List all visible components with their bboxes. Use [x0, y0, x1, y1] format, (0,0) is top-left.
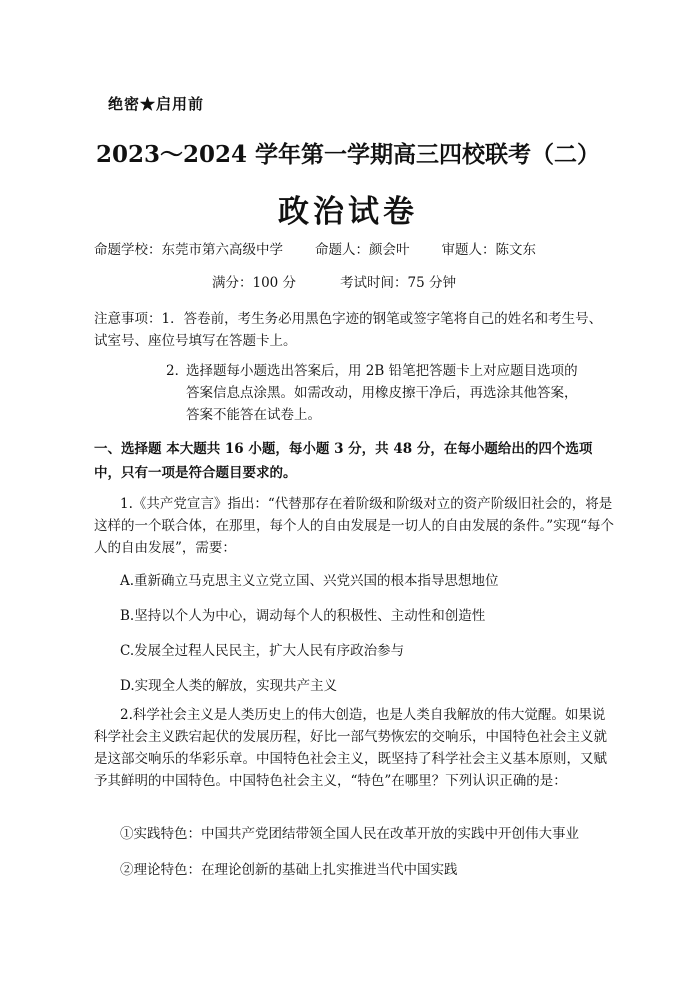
- exam-meta: [94, 238, 568, 258]
- exam-time: 考试时间：75 分钟: [340, 275, 457, 291]
- meta-reviewer: 审题人：陈文东: [441, 242, 536, 258]
- notice-item-2-number: 2．: [166, 363, 189, 379]
- meta-author: 命题人：颜会叶: [315, 242, 410, 258]
- score-line: [212, 271, 500, 291]
- section-heading: 一、选择题 本大题共 16 小题，每小题 3 分，共 48 分，在每小题给出的四个选项中，只有一项是符合题目要求的。: [94, 441, 593, 481]
- meta-school: 命题学校：东莞市第六高级中学: [94, 242, 283, 258]
- notice-item-2-text: 选择题每小题选出答案后，用 2B 铅笔把答题卡上对应题目选项的答案信息点涂黑。如需改动，用橡皮擦干净后，再选涂其他答案，答案不能答在试卷上。: [186, 363, 578, 423]
- question-1-stem: 1.《共产党宣言》指出：“代替那存在着阶级和阶级对立的资产阶级旧社会的，将是这样的一个联合体，在那里，每个人的自由发展是一切人的自由发展的条件。”实现“每个人的自由发展”，需要：: [94, 496, 615, 556]
- full-score: 满分：100 分: [212, 275, 297, 291]
- question-1-option-a: A.重新确立马克思主义立党立国、兴党兴国的根本指导思想地位: [120, 573, 499, 589]
- notice-item-1: 注意事项：1．答卷前，考生务必用黑色字迹的钢笔或签字笔将自己的姓名和考生号、试室号、座位号填写在答题卡上。: [94, 311, 603, 349]
- question-2-statement-2: ②理论特色：在理论创新的基础上扎实推进当代中国实践: [120, 862, 458, 878]
- subject-title: 政治试卷: [278, 194, 418, 230]
- notice-item-2: [166, 360, 586, 426]
- secret-mark: 绝密★启用前: [108, 95, 205, 113]
- question-2-stem: 2.科学社会主义是人类历史上的伟大创造，也是人类自我解放的伟大觉醒。如果说科学社会主义跌宕起伏的发展历程，好比一部气势恢宏的交响乐，中国特色社会主义就是这部交响乐的华彩乐章。中国特色社会主义，既坚持了科学社会主义基本原则，又赋予其鲜明的中国特色。中国特色社会主义，“特色”在哪里？下列认识正确的是：: [94, 707, 607, 789]
- question-1-option-d: D.实现全人类的解放，实现共产主义: [120, 678, 338, 694]
- question-1-option-b: B.坚持以个人为中心，调动每个人的积极性、主动性和创造性: [120, 608, 486, 624]
- question-1-option-c: C.发展全过程人民民主，扩大人民有序政治参与: [120, 643, 405, 659]
- exam-title: 2023～2024 学年第一学期高三四校联考（二）: [95, 141, 601, 168]
- question-2-statement-1: ①实践特色：中国共产党团结带领全国人民在改革开放的实践中开创伟大事业: [120, 826, 579, 842]
